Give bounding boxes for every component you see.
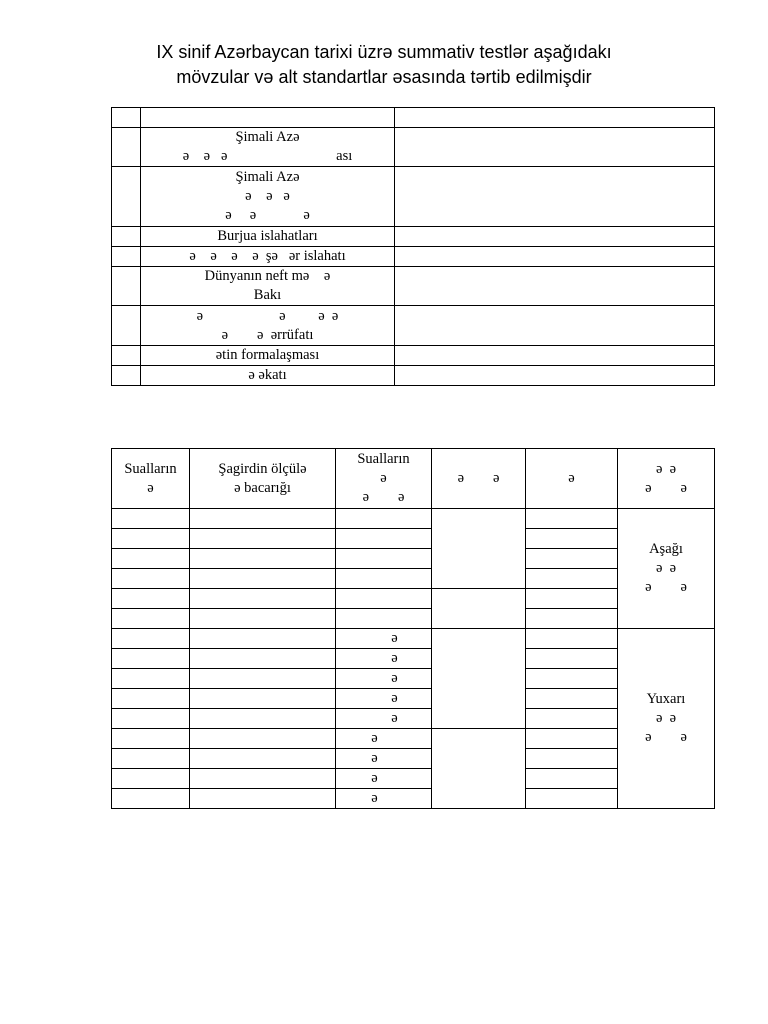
- topic-cell-line: Şimali Azə: [235, 129, 300, 145]
- table-row: [112, 267, 715, 306]
- header-cell-c1-line: Sualların: [124, 460, 177, 477]
- score-cell: [526, 509, 618, 529]
- level-low-cell-line: Aşağı: [649, 541, 683, 557]
- question-type-cell: [336, 549, 432, 569]
- question-type-cell: [336, 689, 432, 709]
- number-cell: [112, 729, 190, 749]
- grouped-cell: [432, 729, 526, 809]
- header-cell-c3: [336, 449, 432, 509]
- skill-cell: [190, 669, 336, 689]
- header-cell-c3-line: ə: [380, 470, 387, 486]
- question-type-cell-line: ə: [371, 750, 378, 766]
- skill-cell: [190, 549, 336, 569]
- header-cell-c2-line: Şagirdin ölçülə: [218, 460, 307, 477]
- skill-cell: [190, 569, 336, 589]
- topic-cell-line: ə ə ə: [245, 188, 290, 204]
- row-number-cell: [112, 108, 141, 128]
- header-cell-c5: [526, 449, 618, 509]
- topic-cell-line: ə ə ə: [225, 207, 310, 223]
- grouped-cell: [432, 509, 526, 589]
- score-cell: [526, 709, 618, 729]
- table-row: [112, 509, 715, 529]
- topic-cell: [141, 247, 395, 267]
- question-type-cell-line: ə: [371, 730, 378, 746]
- number-cell: [112, 589, 190, 609]
- table-row: [112, 108, 715, 128]
- skill-cell: [190, 689, 336, 709]
- header-row: [112, 449, 715, 509]
- number-cell: [112, 609, 190, 629]
- row-number-cell: [112, 247, 141, 267]
- grouped-cell: [432, 589, 526, 629]
- question-type-cell: [336, 609, 432, 629]
- question-type-cell: [336, 529, 432, 549]
- level-high-cell-line: ə ə: [655, 710, 677, 726]
- topic-cell-line: ə əkatı: [248, 367, 287, 383]
- grouped-cell: [432, 629, 526, 729]
- table-row: [112, 167, 715, 227]
- score-cell: [526, 729, 618, 749]
- row-number-cell: [112, 128, 141, 167]
- level-high-cell-line: ə ə: [645, 729, 687, 745]
- number-cell: [112, 669, 190, 689]
- table-row: [112, 247, 715, 267]
- score-cell: [526, 629, 618, 649]
- table-row: [112, 306, 715, 346]
- score-cell: [526, 689, 618, 709]
- row-number-cell: [112, 346, 141, 366]
- skill-cell: [190, 589, 336, 609]
- number-cell: [112, 789, 190, 809]
- score-cell: [526, 789, 618, 809]
- row-number-cell: [112, 167, 141, 227]
- question-type-cell: [336, 509, 432, 529]
- skill-cell: [190, 629, 336, 649]
- skill-cell: [190, 609, 336, 629]
- level-low-cell-line: ə ə: [645, 579, 687, 595]
- skill-cell: [190, 649, 336, 669]
- header-cell-c6: [618, 449, 715, 509]
- question-type-cell: [336, 749, 432, 769]
- question-type-cell: [336, 709, 432, 729]
- questions-table: [111, 448, 715, 809]
- header-cell-c4: [432, 449, 526, 509]
- score-cell: [526, 749, 618, 769]
- skill-cell: [190, 509, 336, 529]
- question-type-cell: [336, 629, 432, 649]
- question-type-cell: [336, 729, 432, 749]
- skill-cell: [190, 709, 336, 729]
- table-row: [112, 128, 715, 167]
- question-type-cell-line: ə: [371, 770, 378, 786]
- row-number-cell: [112, 227, 141, 247]
- topic-cell: [141, 306, 395, 346]
- topic-cell-line: Burjua islahatları: [217, 228, 318, 244]
- topic-cell-line: ə ə ə ə: [196, 307, 339, 324]
- substandard-cell: [395, 128, 715, 167]
- header-cell-c3-line: ə ə: [362, 489, 405, 505]
- topic-cell: [141, 108, 395, 128]
- table-row: [112, 629, 715, 649]
- skill-cell: [190, 749, 336, 769]
- number-cell: [112, 769, 190, 789]
- question-type-cell-line: ə: [391, 670, 398, 686]
- question-type-cell-line: ə: [391, 630, 398, 646]
- row-number-cell: [112, 366, 141, 386]
- title-line-1: IX sinif Azərbaycan tarixi üzrə summativ testlər aşağıdakı: [156, 42, 612, 62]
- score-cell: [526, 529, 618, 549]
- row-number-cell: [112, 267, 141, 306]
- level-low-cell: [618, 509, 715, 629]
- score-cell: [526, 669, 618, 689]
- question-type-cell-line: ə: [391, 710, 398, 726]
- question-type-cell: [336, 569, 432, 589]
- topic-cell: [141, 128, 395, 167]
- number-cell: [112, 529, 190, 549]
- topic-cell-line: ətin formalaşması: [215, 347, 320, 363]
- header-cell-c2: [190, 449, 336, 509]
- header-cell-c1: [112, 449, 190, 509]
- question-type-cell-line: ə: [391, 650, 398, 666]
- topics-table: [111, 107, 715, 386]
- score-cell: [526, 589, 618, 609]
- substandard-cell: [395, 267, 715, 306]
- header-cell-c2-line: ə bacarığı: [234, 479, 291, 496]
- header-cell-c6-line: ə ə: [655, 460, 677, 477]
- topic-cell: [141, 346, 395, 366]
- number-cell: [112, 509, 190, 529]
- question-type-cell: [336, 769, 432, 789]
- table-row: [112, 227, 715, 247]
- topic-cell-line: Bakı: [253, 287, 282, 303]
- header-cell-c3-line: Sualların: [357, 451, 410, 467]
- topic-cell: [141, 366, 395, 386]
- skill-cell: [190, 769, 336, 789]
- substandard-cell: [395, 108, 715, 128]
- number-cell: [112, 629, 190, 649]
- level-low-cell-line: ə ə: [655, 560, 677, 576]
- level-high-cell: [618, 629, 715, 809]
- topic-cell: [141, 227, 395, 247]
- title-line-2: mövzular və alt standartlar əsasında tərtib edilmişdir: [176, 67, 592, 87]
- topic-cell: [141, 267, 395, 306]
- substandard-cell: [395, 346, 715, 366]
- substandard-cell: [395, 167, 715, 227]
- score-cell: [526, 549, 618, 569]
- question-type-cell: [336, 789, 432, 809]
- question-type-cell: [336, 669, 432, 689]
- document-title: [0, 40, 768, 90]
- topic-cell-line: ə ə ərrüfatı: [221, 326, 314, 343]
- substandard-cell: [395, 247, 715, 267]
- question-type-cell-line: ə: [391, 690, 398, 706]
- substandard-cell: [395, 306, 715, 346]
- header-cell-c1-line: ə: [147, 479, 154, 496]
- level-high-cell-line: Yuxarı: [646, 691, 686, 707]
- skill-cell: [190, 729, 336, 749]
- topic-cell-line: ə ə ə ə şə ər islahatı: [189, 248, 346, 264]
- skill-cell: [190, 789, 336, 809]
- header-cell-c6-line: ə ə: [645, 479, 687, 496]
- topic-cell: [141, 167, 395, 227]
- table-row: [112, 346, 715, 366]
- number-cell: [112, 649, 190, 669]
- header-cell-c4-line: ə ə: [457, 470, 500, 486]
- topic-cell-line: Şimali Azə: [235, 169, 300, 185]
- score-cell: [526, 569, 618, 589]
- question-type-cell: [336, 649, 432, 669]
- number-cell: [112, 569, 190, 589]
- score-cell: [526, 769, 618, 789]
- topic-cell-line: ə ə ə ası: [182, 148, 353, 164]
- row-number-cell: [112, 306, 141, 346]
- substandard-cell: [395, 227, 715, 247]
- question-type-cell-line: ə: [371, 790, 378, 806]
- skill-cell: [190, 529, 336, 549]
- score-cell: [526, 609, 618, 629]
- score-cell: [526, 649, 618, 669]
- topic-cell-line: Dünyanın neft mə ə: [204, 268, 331, 284]
- substandard-cell: [395, 366, 715, 386]
- number-cell: [112, 749, 190, 769]
- question-type-cell: [336, 589, 432, 609]
- header-cell-c5-line: ə: [568, 470, 575, 486]
- number-cell: [112, 549, 190, 569]
- table-row: [112, 366, 715, 386]
- number-cell: [112, 709, 190, 729]
- number-cell: [112, 689, 190, 709]
